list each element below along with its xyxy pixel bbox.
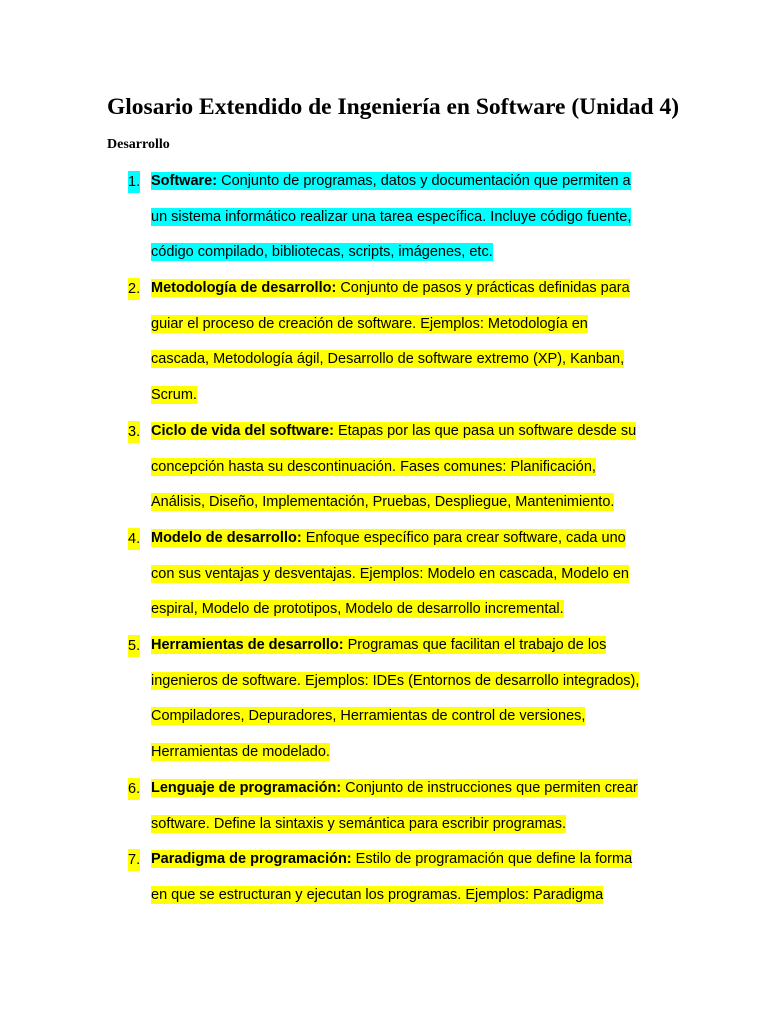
entry-number: 3. xyxy=(128,421,140,443)
entry-number: 6. xyxy=(128,778,140,800)
entry-line xyxy=(151,706,585,726)
entry-definition: código compilado, bibliotecas, scripts, imágenes, etc. xyxy=(151,244,493,261)
entry-line xyxy=(151,314,588,334)
entry-line xyxy=(151,849,632,869)
entry-line xyxy=(151,742,330,762)
entry-line xyxy=(151,778,638,798)
entry-line xyxy=(151,207,631,227)
entry-definition: Etapas por las que pasa un software desde su xyxy=(333,422,637,439)
entry-line xyxy=(151,635,606,655)
entry-definition: Conjunto de instrucciones que permiten crear xyxy=(341,779,638,796)
entry-number: 2. xyxy=(128,278,140,300)
entry-definition: guiar el proceso de creación de software. Ejemplos: Metodología en xyxy=(151,315,588,332)
entry-number: 5. xyxy=(128,635,140,657)
entry-definition: concepción hasta su descontinuación. Fases comunes: Planificación, xyxy=(151,458,596,475)
entry-term: Ciclo de vida del software: xyxy=(151,422,334,439)
entry-definition: Enfoque específico para crear software, cada uno xyxy=(301,530,626,546)
entry-line xyxy=(151,421,636,441)
entry-line xyxy=(151,564,629,584)
entry-term: Software: xyxy=(151,173,218,189)
entry-definition: Conjunto de pasos y prácticas definidas para xyxy=(336,280,630,297)
entry-number: 1. xyxy=(128,171,140,193)
entry-definition: Herramientas de modelado. xyxy=(151,744,330,761)
entry-line xyxy=(151,528,626,548)
entry-line xyxy=(151,814,566,834)
entry-definition: en que se estructuran y ejecutan los programas. Ejemplos: Paradigma xyxy=(151,886,604,903)
entry-line xyxy=(151,599,564,619)
entry-number: 7. xyxy=(128,849,140,871)
entry-line xyxy=(151,171,631,191)
entry-definition: ingenieros de software. Ejemplos: IDEs (Entornos de desarrollo integrados), xyxy=(151,672,640,689)
entry-definition: Compiladores, Depuradores, Herramientas de control de versiones, xyxy=(151,708,586,725)
entry-definition: Scrum. xyxy=(151,387,197,404)
entry-term: Paradigma de programación: xyxy=(151,851,352,868)
entry-number: 4. xyxy=(128,528,140,550)
entry-line xyxy=(151,278,630,298)
entry-term: Herramientas de desarrollo: xyxy=(151,637,344,654)
entry-definition: software. Define la sintaxis y semántica para escribir programas. xyxy=(151,815,567,832)
entry-definition: Programas que facilitan el trabajo de los xyxy=(343,637,607,654)
entry-definition: cascada, Metodología ágil, Desarrollo de software extremo (XP), Kanban, xyxy=(151,351,625,368)
entry-line xyxy=(151,242,493,262)
entry-definition: Estilo de programación que define la forma xyxy=(351,851,633,868)
entry-line xyxy=(151,349,624,369)
entry-line xyxy=(151,885,603,905)
page-title: Glosario Extendido de Ingeniería en Software (Unidad 4) xyxy=(107,94,680,120)
entry-definition: Conjunto de programas, datos y documentación que permiten a xyxy=(217,173,631,189)
entry-definition: con sus ventajas y desventajas. Ejemplos: Modelo en cascada, Modelo en xyxy=(151,565,629,582)
entry-line xyxy=(151,492,614,512)
entry-definition: Análisis, Diseño, Implementación, Pruebas, Despliegue, Mantenimiento. xyxy=(151,494,615,511)
section-heading: Desarrollo xyxy=(107,137,170,152)
entry-line xyxy=(151,671,639,691)
entry-line xyxy=(151,385,197,405)
entry-definition: espiral, Modelo de prototipos, Modelo de desarrollo incremental. xyxy=(151,601,564,618)
entry-term: Lenguaje de programación: xyxy=(151,779,342,796)
entry-line xyxy=(151,457,596,477)
entry-term: Modelo de desarrollo: xyxy=(151,530,302,546)
entry-definition: un sistema informático realizar una tarea específica. Incluye código fuente, xyxy=(151,208,632,225)
entry-term: Metodología de desarrollo: xyxy=(151,280,337,297)
